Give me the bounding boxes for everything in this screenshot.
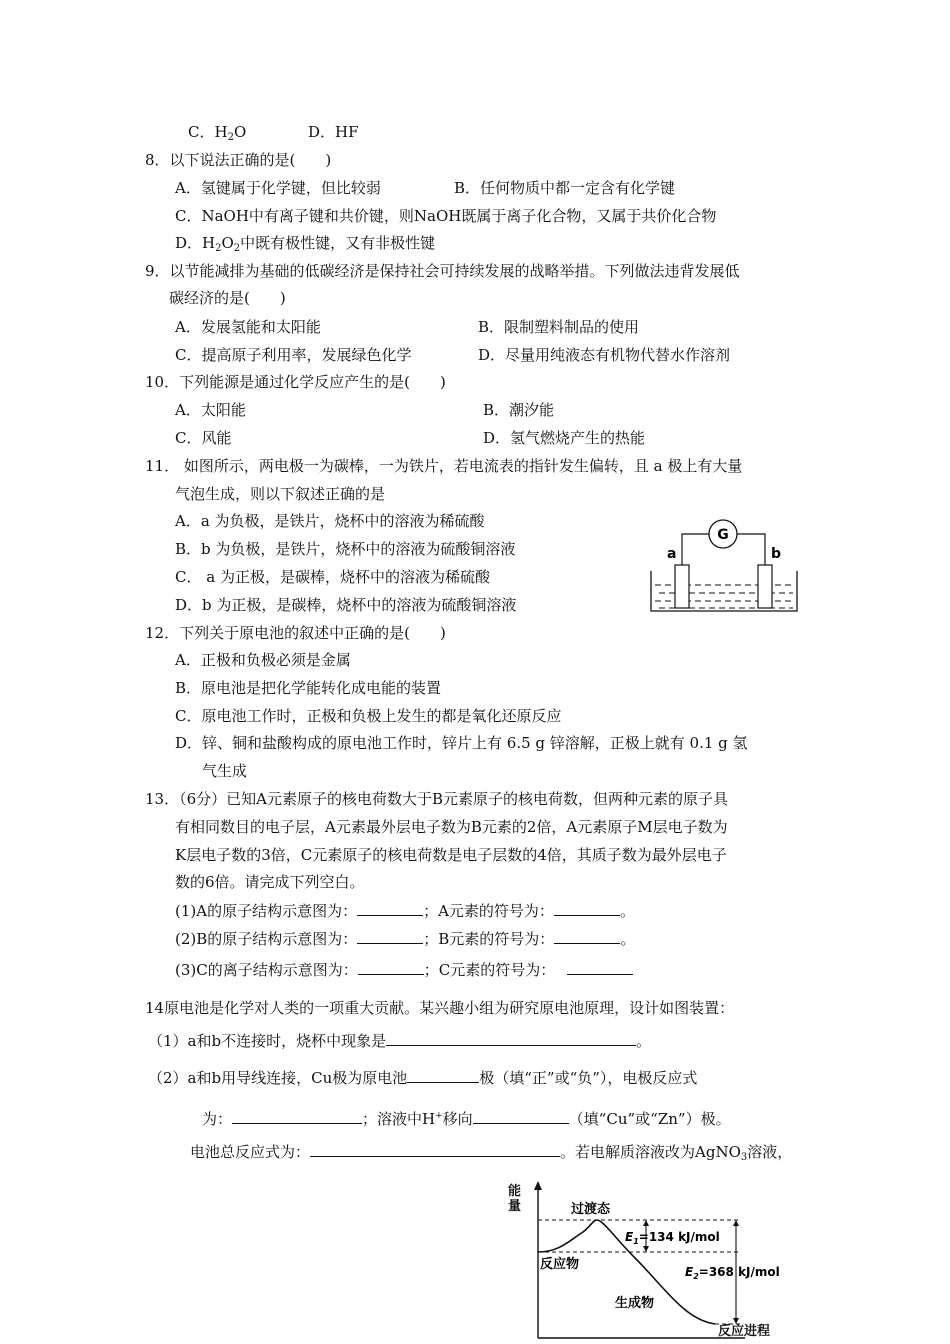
q14-total-eq-blank[interactable] bbox=[310, 1142, 560, 1157]
y-axis-arrow-icon bbox=[534, 1181, 542, 1190]
electrode-b-label: b bbox=[771, 546, 782, 562]
q11-option-b: B．b 为负极，是铁片，烧杯中的溶液为硫酸铜溶液 bbox=[175, 540, 516, 558]
q8-stem: 8．以下说法正确的是( ) bbox=[145, 151, 332, 169]
q8-option-a: A．氢键属于化学键，但比较弱 bbox=[175, 179, 381, 197]
q14-ion-direction-blank[interactable] bbox=[473, 1109, 569, 1124]
q7-option-c: C．$H_2O$ bbox=[188, 123, 247, 143]
reactant-label: 反应物 bbox=[540, 1257, 580, 1272]
q13-sub1-blank1[interactable] bbox=[357, 901, 423, 916]
q13-sub1: (1)A的原子结构示意图为： ；A元素的符号为： 。 bbox=[175, 902, 635, 920]
x-axis-label: 反应进程 bbox=[718, 1324, 771, 1339]
q9-stem-line2: 碳经济的是( ) bbox=[169, 289, 286, 307]
q14-part1: （1）a和b不连接时，烧杯中现象是 。 bbox=[148, 1032, 652, 1050]
q14-part2-blank[interactable] bbox=[407, 1068, 479, 1083]
q13-sub2-blank1[interactable] bbox=[357, 929, 423, 944]
electrode-a bbox=[675, 565, 689, 608]
q10-option-c: C．风能 bbox=[175, 429, 232, 447]
electrode-b bbox=[758, 565, 772, 608]
q11-stem-line1: 11． 如图所示，两电极一为碳棒，一为铁片，若电流表的指针发生偏转，且 a 极上有大量 bbox=[145, 457, 743, 475]
q13-sub2-blank2[interactable] bbox=[554, 929, 620, 944]
q13-sub2: (2)B的原子结构示意图为： ；B元素的符号为： 。 bbox=[175, 930, 636, 948]
q9-option-c: C．提高原子利用率，发展绿色化学 bbox=[175, 346, 412, 364]
q12-option-c: C．原电池工作时，正极和负极上发生的都是氧化还原反应 bbox=[175, 707, 562, 725]
q11-option-a: A．a 为负极，是铁片，烧杯中的溶液为稀硫酸 bbox=[175, 512, 485, 530]
q10-stem: 10．下列能源是通过化学反应产生的是( ) bbox=[145, 373, 446, 391]
galvanometer-label: G bbox=[717, 527, 729, 543]
y-axis-label: 能量 bbox=[508, 1184, 522, 1214]
q10-option-b: B．潮汐能 bbox=[483, 401, 555, 419]
q8-option-c: C．NaOH中有离子键和共价键，则NaOH既属于离子化合物，又属于共价化合物 bbox=[175, 207, 717, 225]
q7-option-d: D．HF bbox=[308, 123, 359, 141]
q14-stem: 14原电池是化学对人类的一项重大贡献。某兴趣小组为研究原电池原理，设计如图装置： bbox=[145, 999, 735, 1017]
q13-sub3: (3)C的离子结构示意图为： ；C元素的符号为： bbox=[175, 960, 633, 980]
q10-option-d: D．氢气燃烧产生的热能 bbox=[483, 429, 646, 447]
q13-stem-line3: K层电子数的3倍，C元素原子的核电荷数是电子层数的4倍，其质子数为最外层电子 bbox=[175, 846, 727, 864]
q13-stem-line4: 数的6倍。请完成下列空白。 bbox=[175, 873, 365, 891]
electrode-a-label: a bbox=[667, 546, 677, 562]
e1-down-arrow-icon bbox=[643, 1246, 649, 1252]
q14-electrode-eq-blank[interactable] bbox=[232, 1109, 362, 1124]
q14-part1-blank[interactable] bbox=[386, 1031, 636, 1046]
q13-sub3-blank1[interactable] bbox=[358, 960, 424, 975]
q12-option-a: A．正极和负极必须是金属 bbox=[175, 651, 351, 669]
energy-diagram bbox=[505, 1180, 805, 1342]
product-label: 生成物 bbox=[615, 1296, 655, 1311]
q8-option-b: B．任何物质中都一定含有化学键 bbox=[454, 179, 676, 197]
q12-option-d-line1: D．锌、铜和盐酸构成的原电池工作时，锌片上有 6.5 g 锌溶解，正极上就有 0.1 g 氢 bbox=[175, 734, 748, 752]
q14-part2: （2）a和b用导线连接，Cu极为原电池 极（填“正”或“负”），电极反应式 bbox=[148, 1069, 698, 1087]
q11-stem-line2: 气泡生成，则以下叙述正确的是 bbox=[175, 485, 386, 503]
q13-sub3-blank2[interactable] bbox=[567, 960, 633, 975]
q13-sub1-blank2[interactable] bbox=[554, 901, 620, 916]
e2-label: $E_2=368$ kJ/mol bbox=[685, 1265, 780, 1281]
q9-stem-line1: 9．以节能减排为基础的低碳经济是保持社会可持续发展的战略举措。下列做法违背发展低 bbox=[145, 262, 740, 280]
q12-option-d-line2: 气生成 bbox=[202, 762, 248, 780]
q8-option-d: D．$H_2O_2$中既有极性键，又有非极性键 bbox=[175, 234, 436, 254]
q12-option-b: B．原电池是把化学能转化成电能的装置 bbox=[175, 679, 442, 697]
transition-state-label: 过渡态 bbox=[571, 1202, 611, 1217]
e1-label: $E_1=134$ kJ/mol bbox=[625, 1230, 720, 1246]
q12-stem: 12．下列关于原电池的叙述中正确的是( ) bbox=[145, 624, 446, 642]
q9-option-b: B．限制塑料制品的使用 bbox=[478, 318, 640, 336]
q11-option-c: C． a 为正极，是碳棒，烧杯中的溶液为稀硫酸 bbox=[175, 568, 490, 586]
q14-part2-line2: 为： ；溶液中H+移向 （填“Cu”或“Zn”）极。 bbox=[202, 1110, 731, 1128]
q13-stem-line1: 13．（6分）已知A元素原子的核电荷数大于B元素原子的核电荷数，但两种元素的原子具 bbox=[145, 790, 728, 808]
q11-option-d: D．b 为正极，是碳棒，烧杯中的溶液为硫酸铜溶液 bbox=[175, 596, 517, 614]
q9-option-d: D．尽量用纯液态有机物代替水作溶剂 bbox=[478, 346, 731, 364]
q13-stem-line2: 有相同数目的电子层，A元素最外层电子数为B元素的2倍，A元素原子M层电子数为 bbox=[175, 818, 728, 836]
e1-up-arrow-icon bbox=[643, 1220, 649, 1226]
e2-up-arrow-icon bbox=[733, 1220, 739, 1226]
q10-option-a: A．太阳能 bbox=[175, 401, 246, 419]
q9-option-a: A．发展氢能和太阳能 bbox=[175, 318, 321, 336]
galvanic-cell-figure bbox=[645, 513, 805, 615]
q14-part2-line3: 电池总反应式为： 。若电解质溶液改为AgNO$_3$溶液， bbox=[190, 1143, 793, 1163]
